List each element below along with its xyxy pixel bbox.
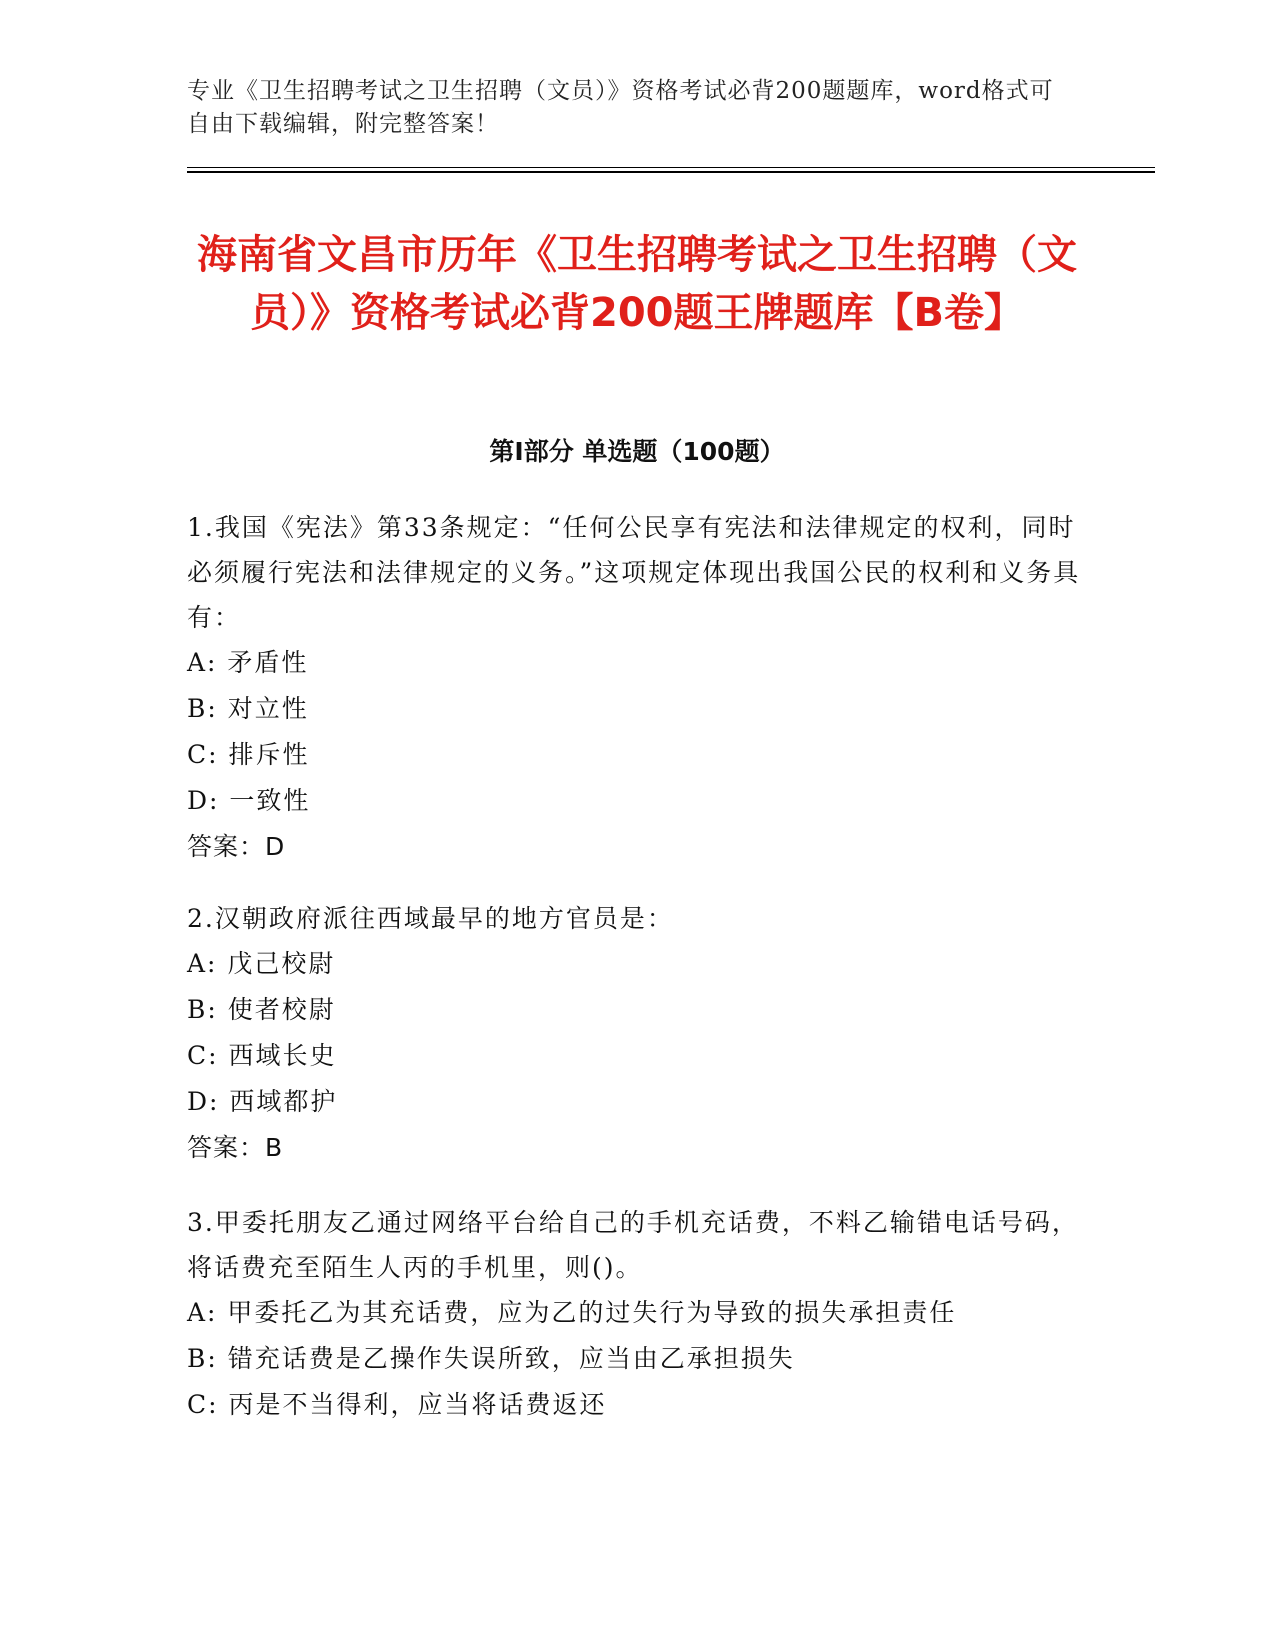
option-b: B: 错充话费是乙操作失误所致，应当由乙承担损失 <box>187 1344 795 1373</box>
question-2 <box>187 896 1087 1171</box>
option-c: C: 排斥性 <box>187 740 310 769</box>
question-stem: 2.汉朝政府派往西域最早的地方官员是： <box>187 904 674 933</box>
option-c: C: 丙是不当得利，应当将话费返还 <box>187 1390 607 1419</box>
document-title: 海南省文昌市历年《卫生招聘考试之卫生招聘（文员）》资格考试必背200题王牌题库【B卷】 <box>197 232 1077 336</box>
option-a: A: 矛盾性 <box>187 648 309 677</box>
option-c: C: 西域长史 <box>187 1041 337 1070</box>
question-3 <box>187 1200 1087 1428</box>
option-b: B: 对立性 <box>187 694 309 723</box>
option-d: D: 西域都护 <box>187 1087 338 1116</box>
header-rule-thin <box>187 167 1155 168</box>
question-1 <box>187 505 1087 870</box>
question-stem: 1.我国《宪法》第33条规定：“任何公民享有宪法和法律规定的权利，同时必须履行宪法和法律规定的义务。”这项规定体现出我国公民的权利和义务具有： <box>187 513 1081 632</box>
answer: 答案：D <box>187 832 286 861</box>
question-stem: 3.甲委托朋友乙通过网络平台给自己的手机充话费，不料乙输错电话号码，将话费充至陌生人丙的手机里，则()。 <box>187 1208 1079 1282</box>
header-note: 专业《卫生招聘考试之卫生招聘（文员）》资格考试必背200题题库，word格式可自由下载编辑，附完整答案！ <box>187 78 1054 137</box>
option-b: B: 使者校尉 <box>187 995 336 1024</box>
header-rule-thick <box>187 171 1155 173</box>
answer: 答案：B <box>187 1133 284 1162</box>
option-d: D: 一致性 <box>187 786 311 815</box>
option-a: A: 戊己校尉 <box>187 949 336 978</box>
option-a: A: 甲委托乙为其充话费，应为乙的过失行为导致的损失承担责任 <box>187 1298 957 1327</box>
section-heading: 第I部分 单选题（100题） <box>489 437 785 466</box>
